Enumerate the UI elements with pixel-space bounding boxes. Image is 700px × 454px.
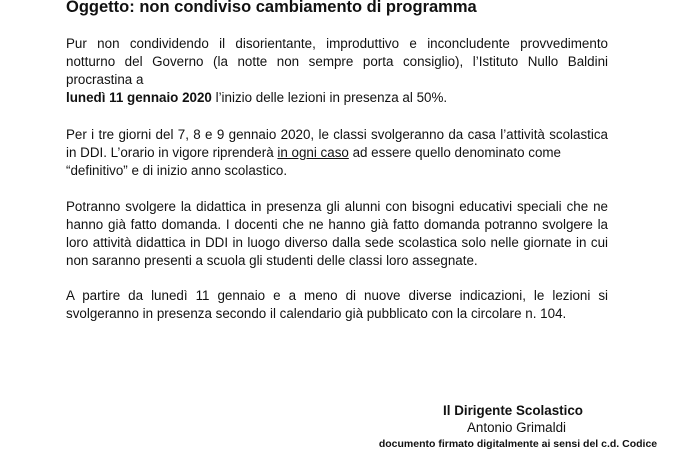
paragraph-line: svolgeranno in presenza secondo il calendario già pubblicato con la circolare n. 104. bbox=[66, 306, 567, 321]
paragraph-postponement bbox=[66, 35, 608, 107]
paragraph-line: loro attività didattica in DDI in luogo diverso dalla sede scolastica solo nelle giornate in cui bbox=[66, 235, 608, 250]
signature-name: Antonio Grimaldi bbox=[467, 420, 566, 435]
paragraph-line: notturno del Governo (la notte non sempre porta consiglio), l’Istituto Nullo Baldini bbox=[66, 54, 608, 69]
paragraph-line bbox=[66, 144, 608, 162]
paragraph-line-start: in DDI. L’orario in vigore riprenderà bbox=[66, 145, 278, 160]
paragraph-line: Per i tre giorni del 7, 8 e 9 gennaio 2020, le classi svolgeranno da casa l’attività scolastica bbox=[66, 127, 608, 142]
subject-heading: Oggetto: non condiviso cambiamento di programma bbox=[66, 0, 477, 16]
paragraph-line: A partire da lunedì 11 gennaio e a meno di nuove diverse indicazioni, le lezioni si bbox=[66, 288, 608, 303]
paragraph-calendar bbox=[66, 287, 608, 323]
paragraph-line-rest: l’inizio delle lezioni in presenza al 50%. bbox=[211, 90, 448, 105]
paragraph-line: procrastina a bbox=[66, 72, 144, 87]
paragraph-line: non saranno presenti a scuola gli studenti delle classi loro assegnate. bbox=[66, 253, 478, 268]
paragraph-line bbox=[66, 89, 608, 107]
signature-role: Il Dirigente Scolastico bbox=[443, 403, 583, 418]
paragraph-special-needs bbox=[66, 198, 608, 270]
underlined-phrase: in ogni caso bbox=[277, 145, 349, 160]
paragraph-ddi-days bbox=[66, 126, 608, 180]
paragraph-line-end: ad essere quello denominato come bbox=[348, 145, 561, 160]
signature-note: documento firmato digitalmente ai sensi del c.d. Codice bbox=[378, 438, 658, 450]
bold-date: lunedì 11 gennaio 2020 bbox=[66, 90, 212, 105]
signature-block bbox=[355, 402, 673, 452]
paragraph-line: “definitivo” e di inizio anno scolastico. bbox=[66, 163, 288, 178]
paragraph-line: Pur non condividendo il disorientante, improduttivo e inconcludente provvedimento bbox=[66, 36, 608, 51]
paragraph-line: hanno già fatto domanda. I docenti che ne hanno già fatto domanda potranno svolgere la bbox=[66, 217, 608, 232]
paragraph-line: Potranno svolgere la didattica in presenza gli alunni con bisogni educativi speciali che ne bbox=[66, 199, 608, 214]
